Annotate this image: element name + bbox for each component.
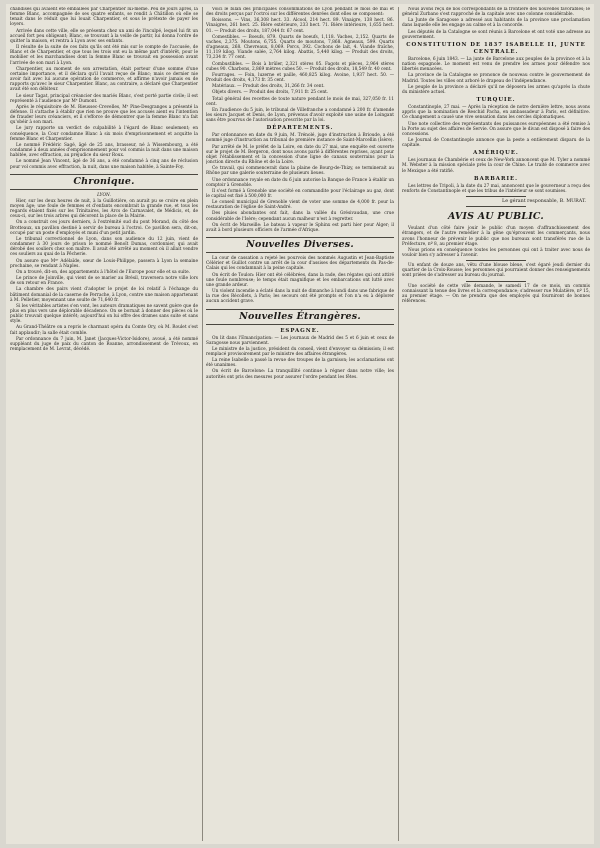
paragraph: Une société de cette ville demande, le samedi 17 de ce mois, un commis connaissant la tenue des livres et la correspondance; s'adresser rue Mulatière, nº 15, au premier étage. — On ne prendra que des employés qui fourniront de bonnes références. bbox=[402, 283, 590, 305]
paragraph: Boissons. — Vins, 36,308 hect. 33. Alcool, 214 hect. 89. Vinaigre, 138 hect. 86. Vinaigres, 261 hect. 25. Bière extérieure, 233 hect. 71. Bière intérieure, 1,655 hect. 01. — Produit des droits, 187,044 fr. 67 cent. bbox=[206, 18, 394, 34]
paragraph: Des pluies abondantes ont fait, dans la vallée du Grésivaudan, une crue considérable de l'Isère; cependant aucun malheur n'est à regretter. bbox=[206, 211, 394, 222]
paragraph: Par arrêté de M. le préfet de la Loire, en date du 27 mai, une enquête est ouverte sur le projet de M. Bergeron, dont nous avons parlé à différentes reprises, ayant pour objet l'établissement et la concession d'une ligne de canaux souterrains pour la jonction directe du Rhône et de la Loire. bbox=[206, 144, 394, 166]
paragraph: Le conseil municipal de Grenoble vient de voter une somme de 4,000 fr. pour la restauration de l'église de Saint-André. bbox=[206, 200, 394, 211]
separator-line bbox=[466, 281, 526, 282]
section-heading-diverses: Nouvelles Diverses. bbox=[246, 239, 354, 251]
paragraph: Les députés de la Catalogne se sont réunis à Barcelone et ont voté une adresse au gouvernement. bbox=[402, 29, 590, 40]
gerant-signature: Le gérant responsable, B. MURAT. bbox=[502, 199, 586, 205]
paragraph: On a construit ces jours derniers, à l'extrémité sud du pont Morand, du côté des Brotteaux, un pavillon destiné à servir de bureau à l'octroi. Ce pavillon sera, dit-on, occupé par un poste d'employés et muni d'un petit jardin. bbox=[10, 220, 198, 236]
paragraph: Le prince de Joinville, qui vient de se marier au Brésil, traversera notre ville lors de son retour en France. bbox=[10, 276, 198, 287]
paragraph: La reine Isabelle a passé la revue des troupes de la garnison; les acclamations ont été unanimes. bbox=[206, 358, 394, 369]
paragraph: La Junte de Saragosse a adressé aux habitants de la province une proclamation dans laquelle elle les engage au calme et à la concorde. bbox=[402, 18, 590, 29]
paragraph: Au Grand-Théâtre on a repris le charmant opéra du Comte Ory, où M. Roulet s'est fait applaudir; la salle était comble. bbox=[10, 325, 198, 336]
paragraph: Voulant d'un côté faire jouir le public d'un moyen d'affranchissement des étrangers, et de l'autre remédier à la gêne qu'éprouvent les commerçants, nous avons l'honneur de prévenir le public que nos bureaux sont transférés rue de la Préfecture, nº 8, au premier étage. bbox=[402, 226, 590, 247]
paragraph: Une note collective des représentants des puissances européennes a été remise à la Porte au sujet des affaires de Servie. On assure que le divan est disposé à faire des concessions. bbox=[402, 121, 590, 137]
paragraph: On lit dans l'Emancipation: — Les journaux de Madrid des 5 et 6 juin et ceux de Saragosse nous parviennent. bbox=[206, 335, 394, 346]
paragraph: Comestibles. — Boeufs, 879. Quarts de boeufs, 1,118. Vaches, 2,152. Quarts de vaches, 2,375. Moutons, 6,755. Quarts de moutons, 7,868. Agneaux, 599. Quarts d'agneaux, 268. Chevreaux, 8,069. Porcs, 392. Cochons de lait, 4. Viande fraîche, 11,119 kilog. Viande salée, 2,764 kilog. Abattis, 5,440 kilog. — Produit des droits, 73,234 fr. 77 cent. bbox=[206, 34, 394, 61]
paragraph: Total général des recettes de toute nature pendant le mois de mai, 327,050 fr. 11 cent. bbox=[206, 96, 394, 107]
paragraph: Il s'est formé à Grenoble une société en commandite pour l'éclairage au gaz, dont le capital est fixé à 500,000 fr. bbox=[206, 188, 394, 199]
section-heading-etrangeres: Nouvelles Étrangères. bbox=[239, 310, 361, 322]
paragraph: Le sieur Tagat, principal créancier des mariés Blanc, s'est porté partie civile; il est représenté à l'audience par Mᵉ Dumont. bbox=[10, 93, 198, 104]
paragraph: Le nommé Jean Vincent, âgé de 36 ans, a été condamné à cinq ans de réclusion pour vol commis avec effraction, la nuit, dans une maison habitée, à Sainte-Foy. bbox=[10, 159, 198, 170]
paragraph: Le jury rapporte un verdict de culpabilité à l'égard de Blanc seulement; en conséquence, la Cour condamne Blanc à six mois d'emprisonnement et acquitte la femme Blanc et Charpentier. bbox=[10, 126, 198, 142]
paragraph: En l'audience du 5 juin, le tribunal de Villefranche a condamné à 200 fr. d'amende les sieurs Jacquet et Denis, de Lyon, prévenus d'avoir exploité une usine de Loingant sans être pourvus de l'autorisation prescrite par la loi. bbox=[206, 107, 394, 124]
paragraph: Un violent incendie a éclaté dans la nuit de dimanche à lundi dans une fabrique de la rue des Récollets, à Paris; les secours ont été prompts et l'on n'a eu à déplorer aucun accident grave. bbox=[206, 289, 394, 305]
paragraph: Le Journal de Constantinople annonce que la peste a entièrement disparu de la capitale. bbox=[402, 137, 590, 149]
paragraph: Par ordonnance en date du 9 juin, M. Trénolé, juge d'instruction à Brioude, a été nommé juge d'instruction au tribunal de première instance de Saint-Marcellin (Isère). bbox=[206, 133, 394, 144]
paragraph: La cour de cassation a rejeté les pourvois des nommés Augustin et Jean-Baptiste Célérier et Guillot contre un arrêt de la cour d'assises des départements du Pas-de-Calais qui les condamnait à la peine capitale. bbox=[206, 256, 394, 272]
paragraph: On écrit de Barcelone: La tranquillité continue à régner dans notre ville; les autorités ont pris des mesures pour assurer l'ordre pendant les fêtes. bbox=[206, 369, 394, 380]
section-heading-chronique: Chronique. bbox=[73, 175, 135, 187]
paragraph: Si les véritables artistes s'en vont, les auteurs dramatiques ne savent guère que de plus en plus vers une déplorable décadence. On se bornait à donner des pièces où le public trouvait quelque intérêt; aujourd'hui on lui offre des drames sans suite et sans style. bbox=[10, 303, 198, 325]
section-heading-box bbox=[10, 174, 198, 190]
subheading-espagne: ESPAGNE. bbox=[280, 327, 320, 334]
paragraph: Hier, sur les deux heures de nuit, à la Guillotière, on aurait pu se croire en plein moyen âge; une foule de femmes et d'enfants encombrait la grande rue, et tous les regards étaient fixés sur les Trinitaires, les Arcs de Carnavalet, de Médicis, et, de ceux-ci, sur les trois arbres qui décorent la place de la Mairie. bbox=[10, 198, 198, 220]
subheading-constitution: CONSTITUTION DE 1837 ISABELLE II, JUNTE CENTRALE. bbox=[406, 41, 586, 55]
paragraph: Objets divers. — Produit des droits, 7,911 fr. 25 cent. bbox=[212, 90, 329, 96]
section-heading-box bbox=[206, 309, 394, 325]
paragraph: On écrit de Marseille: Le bateau à vapeur le Sphinx est parti hier pour Alger; il avait à bord plusieurs officiers de l'armée d'Afrique. bbox=[206, 222, 394, 233]
paragraph: Il résulte de la suite de ces faits qu'ils ont été mis sur le compte de l'accusée, de Blanc et de Charpentier, et que tous les trois ont eu la même part d'intérêt, pour le mobilier et les marchandises dont la femme Blanc se trouvait en possession avant l'arrivée de son mari à Lyon. bbox=[10, 45, 198, 66]
paragraph: On a trouvé, dit-on, des appartements à l'hôtel de l'Europe pour elle et sa suite. bbox=[16, 269, 191, 275]
subheading-amerique: AMÉRIQUE. bbox=[473, 150, 519, 157]
paragraph: Les journaux de Chambérie et ceux de New-York annoncent que M. Tyler a nommé M. Webster à la mission spéciale près la cour de Chine. Le traité de commerce avec le Mexique a été ratifié. bbox=[402, 158, 590, 174]
paragraph: Après le réquisitoire de M. Rieussec-Crevelles, Mᵉ Pine-Desgranges a présenté la défense. Il s'attache à établir que rien ne prouve que les accusés aient eu l'intention de frauder leurs créanciers, et il s'efforce de démontrer que la femme Blanc n'a fait qu'obéir à son mari. bbox=[10, 104, 198, 126]
paragraph: Le peuple de la province a déclaré qu'il ne déposera les armes qu'après la chute du ministère actuel. bbox=[402, 84, 590, 95]
paragraph: Le nommé Frédéric Sagé, âgé de 25 ans, brasseur, né à Wissembourg, a été condamné à deux années d'emprisonnement pour vol commis la nuit dans une maison habitée, avec effraction, au préjudice du sieur Roux. bbox=[10, 142, 198, 159]
subheading-barbarie: BARBARIE. bbox=[474, 175, 518, 182]
paragraph: Les lettres de Tripoli, à la date du 27 mai, annoncent que le gouverneur a reçu des renforts de Constantinople et que les tribus de l'intérieur se sont soumises. bbox=[402, 183, 590, 194]
paragraph: On écrit de Toulon: Hier ont été célébrées, dans la rade, des régates qui ont attiré une foule nombreuse; le temps était magnifique et les embarcations ont lutté avec une grande ardeur. bbox=[206, 272, 394, 288]
subheading-departements: DÉPARTEMENTS. bbox=[266, 125, 334, 132]
column-left bbox=[10, 7, 198, 841]
section-heading-box bbox=[206, 237, 394, 253]
subheading-turquie: TURQUIE. bbox=[476, 97, 516, 104]
column-rule bbox=[398, 7, 399, 841]
column-middle bbox=[206, 7, 394, 841]
paragraph: Combustibles. — Bois à brûler, 2,321 stères 05. Fagots et pièces, 2,964 stères cubes 90. Charbons, 2,869 mètres cubes 50. — Produit des droits, 18,549 fr. 40 cent. bbox=[206, 61, 394, 72]
paragraph: Fourrages. — Foin, luzerne et paille, 460,825 kilog. Avoine, 1,937 hect. 50. — Produit des droits, 4,173 fr. 35 cent. bbox=[206, 72, 394, 84]
separator-line bbox=[466, 206, 526, 207]
section-heading-box bbox=[402, 211, 590, 223]
paragraph: La province de la Catalogne se prononce de nouveau contre le gouvernement de Madrid. Toutes les villes ont arboré le drapeau de l'indépendance. bbox=[402, 73, 590, 84]
newspaper-page bbox=[6, 4, 594, 844]
paragraph: Le tribunal correctionnel de Lyon, dans son audience du 12 juin, vient de condamner à 30 jours de prison le nommé Benoît Dumas, cordonnier, qui avait dérobé des souliers chez son maître. Il avait été arrêté au moment où il allait vendre ces souliers au quai de la Pêcherie. bbox=[10, 236, 198, 258]
paragraph: Le ministre de la justice, président du conseil, vient d'envoyer sa démission; il est remplacé provisoirement par le ministre des affaires étrangères. bbox=[206, 346, 394, 357]
paragraph: Arrivée dans cette ville, elle se présenta chez un ami de l'inculpé, lequel lui fit un accueil fort peu obligeant; Blanc, se trouvant à la veille de partir, lui donna l'ordre de quitter la maison, et rentra à Lyon avec ses enfants. bbox=[10, 28, 198, 44]
paragraph: Nous avons reçu de nos correspondants de la frontière des nouvelles favorables; le général Zurbano s'est rapproché de la capitale avec une colonne considérable. bbox=[402, 7, 590, 18]
paragraph: Un enfant de douze ans, vêtu d'une blouse bleue, s'est égaré jeudi dernier du quartier de la Croix-Rousse; les personnes qui pourraient donner des renseignements sont priées de s'adresser au bureau du journal. bbox=[402, 263, 590, 279]
separator-line bbox=[466, 196, 526, 197]
paragraph: Par ordonnance du 7 juin, M. Janet (Jacques-Victor-Isidore), avoué, a été nommé suppléant du juge de paix du canton de Roanne, arrondissement de Trévoux, en remplacement de M. Levrat, décédé. bbox=[10, 336, 198, 353]
separator-line bbox=[466, 260, 526, 261]
dateline: LYON. bbox=[97, 192, 111, 198]
paragraph: Une ordonnance royale en date du 6 juin autorise la Banque de France à établir un comptoir à Grenoble. bbox=[206, 177, 394, 188]
paragraph: Matériaux. — Produit des droits, 31,266 fr. 34 cent. bbox=[212, 84, 325, 90]
paragraph: chandises qui avaient été emballées par Charpentier lui-même. Peu de jours après, la femme Blanc, accompagnée de ses quatre enfants, se rendit à Châtillon où elle se tenait dans le réduit que lui louait Charpentier, et sous le prétexte de payer les loyers. bbox=[10, 7, 198, 28]
paragraph: Nous prions en conséquence toutes les personnes qui ont à traiter avec nous de vouloir bien s'y adresser à l'avenir. bbox=[402, 247, 590, 258]
paragraph: On assure que Mᵍʳ Adélaïde, sœur de Louis-Philippe, passera à Lyon la semaine prochaine, se rendant à Naples. bbox=[10, 258, 198, 269]
paragraph: Voici le bilan des principales consommations de Lyon pendant le mois de mai et des droits perçus par l'octroi sur les différentes denrées dont elles se composent: bbox=[206, 7, 394, 18]
paragraph: Charpentier, au moment de son arrestation, était porteur d'une somme d'une certaine importance, et il déclara qu'il l'avait reçue de Blanc; mais ce dernier nie avoir fait avec lui aucune opération de commerce, et affirme n'avoir jamais eu de rapports qu'avec le sieur Charpentier. Blanc, au contraire, a déclaré que Charpentier avait été son débiteur. bbox=[10, 66, 198, 93]
paragraph: La chambre des pairs vient d'adopter le projet de loi relatif à l'échange du bâtiment domanial de la caserne de Perrache, à Lyon, contre une maison appartenant à M. Pelletier, moyennant une soulte de 71,640 fr. bbox=[10, 287, 198, 303]
paragraph: Barcelone, 6 juin 1843. — La junte de Barcelone aux peuples de la province et à la nation espagnole. Le moment est venu de prendre les armes pour défendre nos libertés menacées. bbox=[402, 56, 590, 73]
paragraph: Ce travail, qui commencerait dans la plaine de Bourg-de-Thizy, se terminerait au Rhône par une galerie souterraine de plusieurs lieues. bbox=[206, 166, 394, 177]
column-rule bbox=[202, 7, 203, 841]
paragraph: Constantinople, 27 mai. — Après la réception de notre dernière lettre, nous avons appris que la nomination de Reschid Pacha, en ambassadeur à Paris, est définitive. Ce changement a causé une vive sensation dans les cercles diplomatiques. bbox=[402, 105, 590, 121]
column-right bbox=[402, 7, 590, 841]
section-heading-avis: AVIS AU PUBLIC. bbox=[448, 211, 544, 223]
